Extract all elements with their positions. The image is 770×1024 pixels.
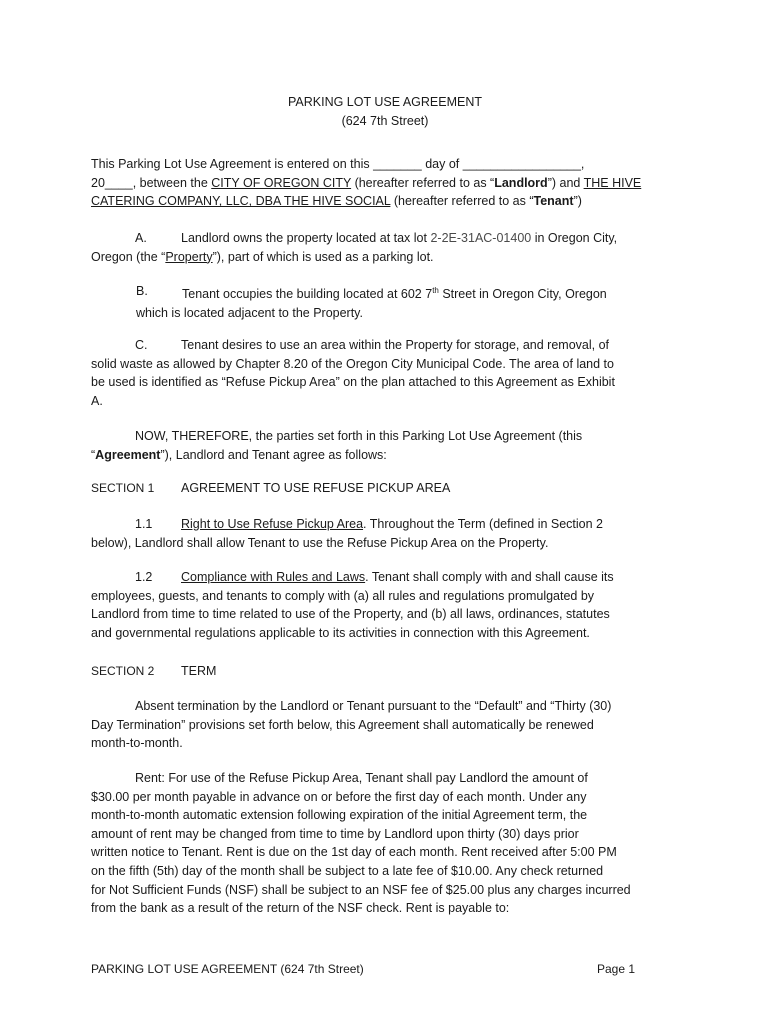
recital-text: Oregon (the “	[91, 249, 166, 264]
paragraph-text: $30.00 per month payable in advance on or before the first day of each month. Under any	[91, 789, 587, 804]
section-number: SECTION 2	[91, 664, 155, 678]
tenant-name-1: THE HIVE	[583, 175, 642, 190]
property-term: Property	[165, 249, 213, 264]
footer-title: PARKING LOT USE AGREEMENT (624 7th Street)	[91, 962, 364, 976]
clause-number: 1.1	[135, 517, 153, 531]
recital-text: A.	[91, 393, 103, 408]
clause-text: and governmental regulations applicable to its activities in connection with this Agreement.	[91, 625, 590, 640]
intro-paragraph	[91, 155, 671, 211]
recital-c	[91, 336, 671, 410]
tenant-name-2: CATERING COMPANY, LLC, DBA THE HIVE SOCIAL	[91, 194, 391, 209]
clause-1-2	[91, 568, 671, 642]
paragraph-text: month-to-month automatic extension following expiration of the initial Agreement term, the	[91, 808, 588, 823]
paragraph-text: Absent termination by the Landlord or Tenant pursuant to the “Default” and “Thirty (30)	[135, 699, 612, 713]
landlord-name: CITY OF OREGON CITY	[211, 175, 352, 190]
clause-text: . Tenant shall comply with and shall cause its	[365, 570, 614, 584]
recital-text: Tenant occupies the building located at 602 7	[182, 287, 433, 302]
paragraph-text: written notice to Tenant. Rent is due on the 1st day of each month. Rent received after 5:00 PM	[91, 845, 617, 860]
recital-a-label: A.	[135, 231, 147, 245]
intro-text: (hereafter referred to as “	[390, 194, 534, 209]
paragraph-text: amount of rent may be changed from time to time by Landlord upon thirty (30) days prior	[91, 826, 579, 841]
agreement-term: Agreement	[95, 447, 161, 462]
clause-1-1	[91, 515, 671, 552]
clause-heading: Right to Use Refuse Pickup Area	[181, 517, 364, 531]
recital-c-label: C.	[135, 338, 148, 352]
recital-text: ”), part of which is used as a parking lot.	[212, 249, 434, 264]
clause-text: . Throughout the Term (defined in Section 2	[363, 517, 604, 531]
term-paragraph	[91, 697, 671, 753]
clause-heading: Compliance with Rules and Laws	[181, 570, 366, 584]
section-title: TERM	[181, 664, 217, 678]
recital-b-label: B.	[136, 284, 148, 298]
recital-text: Street in Oregon City, Oregon	[438, 287, 607, 302]
recital-b	[136, 282, 671, 322]
section-title: AGREEMENT TO USE REFUSE PICKUP AREA	[181, 481, 451, 495]
paragraph-text: “	[91, 447, 96, 462]
document-title: PARKING LOT USE AGREEMENT	[287, 95, 483, 109]
clause-text: below), Landlord shall allow Tenant to use the Refuse Pickup Area on the Property.	[91, 535, 549, 550]
landlord-term: Landlord	[494, 175, 548, 190]
paragraph-text: month-to-month.	[91, 736, 183, 751]
recital-text: Tenant desires to use an area within the Property for storage, and removal, of	[181, 338, 610, 352]
recital-text: solid waste as allowed by Chapter 8.20 of the Oregon City Municipal Code. The area of land to	[91, 356, 614, 371]
recital-text: Landlord owns the property located at tax lot	[181, 231, 431, 245]
tax-lot-number: 2-2E-31AC-01400	[430, 231, 532, 245]
clause-text: Landlord from time to time related to use of the Property, and (b) all laws, ordinances, statutes	[91, 607, 610, 622]
page-number: Page 1	[597, 962, 636, 976]
paragraph-text: for Not Sufficient Funds (NSF) shall be subject to an NSF fee of $25.00 plus any charges incurred	[91, 882, 631, 897]
clause-number: 1.2	[135, 570, 153, 584]
paragraph-text: ”), Landlord and Tenant agree as follows:	[160, 447, 387, 462]
paragraph-text: Rent: For use of the Refuse Pickup Area, Tenant shall pay Landlord the amount of	[135, 771, 588, 785]
tenant-term: Tenant	[533, 194, 574, 209]
paragraph-text: from the bank as a result of the return of the NSF check. Rent is payable to:	[91, 901, 510, 916]
recital-a	[91, 229, 671, 266]
recital-text: be used is identified as “Refuse Pickup Area” on the plan attached to this Agreement as Exhibit	[91, 375, 615, 390]
document-subtitle: (624 7th Street)	[341, 114, 429, 128]
intro-line-1: This Parking Lot Use Agreement is entered on this _______ day of _________________,	[91, 157, 585, 171]
paragraph-text: on the fifth (5th) day of the month shall be subject to a late fee of $10.00. Any check returned	[91, 863, 604, 878]
intro-text: ”) and	[547, 175, 584, 190]
recital-text: which is located adjacent to the Property.	[136, 305, 363, 320]
paragraph-text: NOW, THEREFORE, the parties set forth in this Parking Lot Use Agreement (this	[135, 429, 583, 443]
clause-text: employees, guests, and tenants to comply with (a) all rules and regulations promulgated by	[91, 588, 595, 603]
intro-text: 20____, between the	[91, 175, 212, 190]
rent-paragraph	[91, 769, 671, 918]
paragraph-text: Day Termination” provisions set forth below, this Agreement shall automatically be renewed	[91, 717, 594, 732]
recital-text: in Oregon City,	[531, 231, 618, 245]
ordinal-suffix: th	[432, 286, 439, 295]
intro-text: (hereafter referred to as “	[351, 175, 495, 190]
section-number: SECTION 1	[91, 481, 155, 495]
intro-text: ”)	[573, 194, 582, 209]
now-therefore-paragraph	[91, 427, 671, 464]
